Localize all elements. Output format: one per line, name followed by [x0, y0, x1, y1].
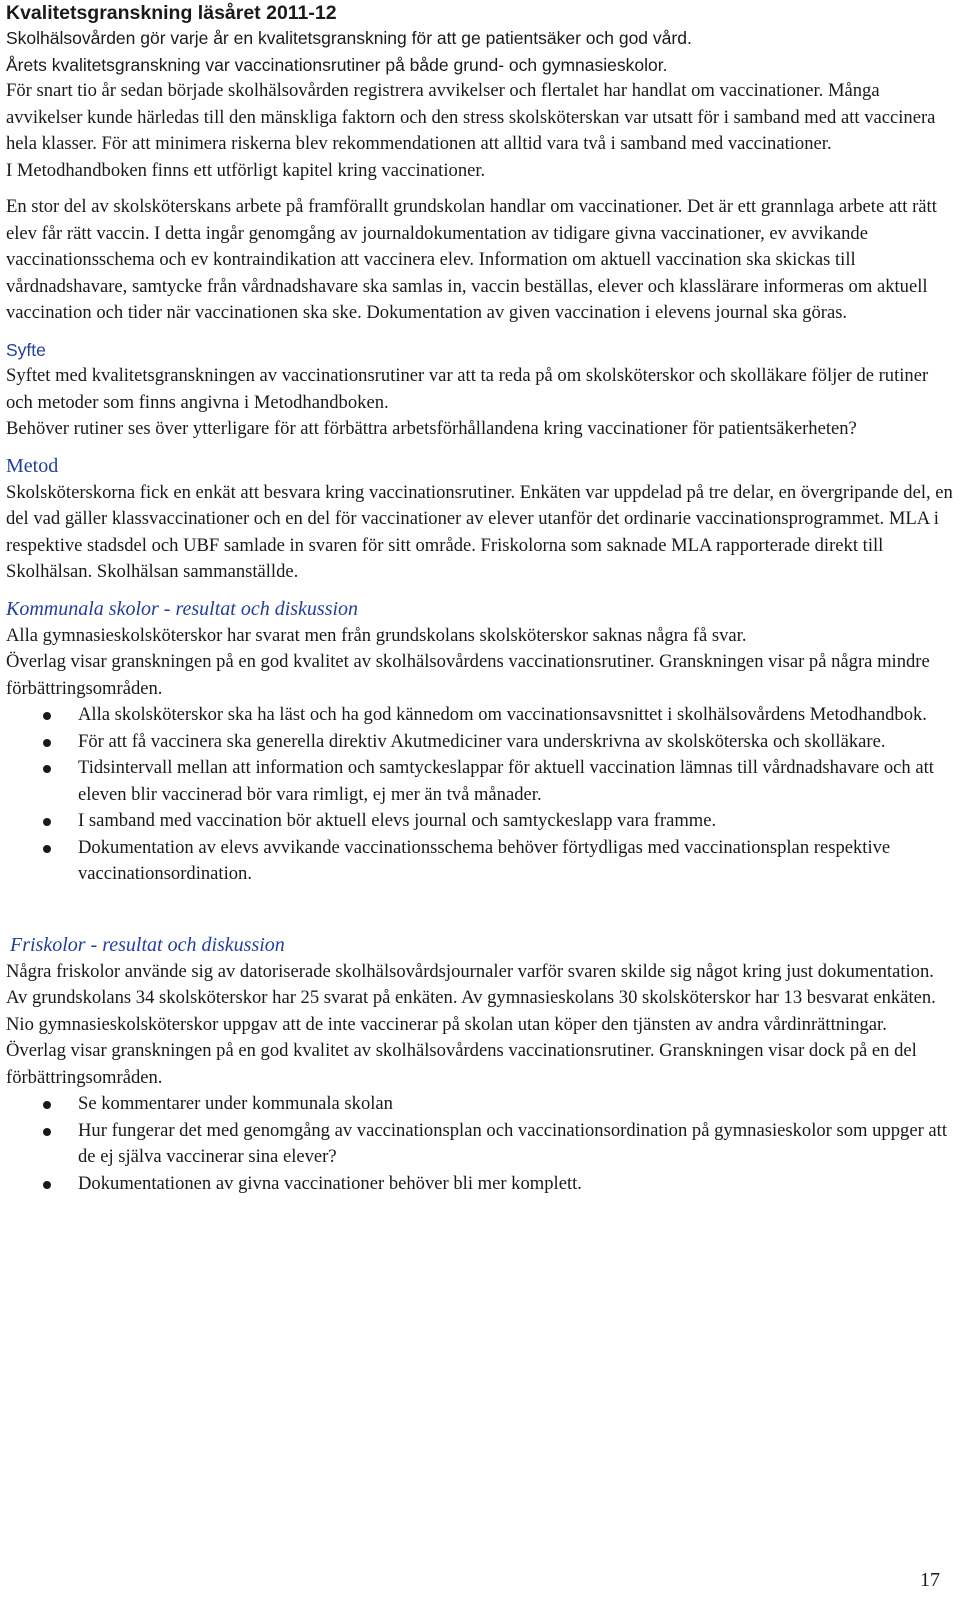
- metod-paragraph-1: Skolsköterskorna fick en enkät att besvara kring vaccinationsrutiner. Enkäten var uppdelad på tre delar, en övergripande del, en del vad gäller klassvaccinationer och en del för vaccinationer av elever utanför det ordinarie vaccinationsprogrammet. MLA i respektive stadsdel och UBF samlade in svaren för sitt område. Friskolorna som saknade MLA rapporterade direkt till Skolhälsan. Skolhälsan sammanställde.: [6, 481, 953, 582]
- section-heading-metod: Metod: [6, 454, 59, 477]
- page-title: Kvalitetsgranskning läsåret 2011-12: [6, 2, 337, 24]
- intro-sentence-1: Skolhälsovården gör varje år en kvalitetsgranskning för att ge patientsäker och god vård.: [6, 28, 692, 48]
- intro-paragraph-3: En stor del av skolsköterskans arbete på framförallt grundskolan handlar om vaccinationer. Det är ett grannlaga arbete att rätt elev får rätt vaccin. I detta ingår genomgång av journaldokumentation av tidigare givna vaccinationer, ev avvikande vaccinationsschema och ev kontraindikation att vaccinera elev. Information om aktuell vaccination ska skickas till vårdnadshavare, samtycke från vårdnadshavare ska samlas in, vaccin beställas, elever och klasslärare informeras om aktuell vaccination och tider när vaccinationen ska ske. Dokumentation av given vaccination i elevens journal ska göras.: [6, 196, 937, 323]
- kommunala-paragraph-2: Överlag visar granskningen på en god kvalitet av skolhälsovårdens vaccinationsrutiner. Granskningen visar på några mindre förbättringsområden.: [6, 651, 930, 699]
- list-item: Dokumentation av elevs avvikande vaccinationsschema behöver förtydligas med vaccinationsplan respektive vaccinationsordination.: [6, 835, 954, 888]
- kommunala-paragraph-1: Alla gymnasieskolsköterskor har svarat men från grundskolans skolsköterskor saknas några få svar.: [6, 624, 747, 646]
- friskolor-paragraph-2: Överlag visar granskningen på en god kvalitet av skolhälsovårdens vaccinationsrutiner. Granskningen visar dock på en del förbättringsområden.: [6, 1040, 917, 1088]
- list-item: Alla skolsköterskor ska ha läst och ha god kännedom om vaccinationsavsnittet i skolhälsovårdens Metodhandbok.: [6, 702, 954, 729]
- section-heading-friskolor: Friskolor - resultat och diskussion: [10, 933, 285, 956]
- list-item: Se kommentarer under kommunala skolan: [6, 1091, 954, 1118]
- document-page: [6, 0, 954, 1197]
- kommunala-bullet-list: [6, 702, 954, 888]
- page-number: 17: [920, 1569, 940, 1591]
- list-item: I samband med vaccination bör aktuell elevs journal och samtyckeslapp vara framme.: [6, 808, 954, 835]
- intro-paragraph-2: I Metodhandboken finns ett utförligt kapitel kring vaccinationer.: [6, 159, 486, 181]
- friskolor-bullet-list: [6, 1091, 954, 1197]
- list-item: Hur fungerar det med genomgång av vaccinationsplan och vaccinationsordination på gymnasieskolor som uppger att de ej själva vaccinerar sina elever?: [6, 1118, 954, 1171]
- list-item: För att få vaccinera ska generella direktiv Akutmediciner vara underskrivna av skolsköterska och skolläkare.: [6, 729, 954, 756]
- section-heading-syfte: Syfte: [6, 339, 46, 360]
- intro-sentence-2: Årets kvalitetsgranskning var vaccinationsrutiner på både grund- och gymnasieskolor.: [6, 54, 668, 75]
- list-item: Tidsintervall mellan att information och samtyckeslappar för aktuell vaccination lämnas till vårdnadshavare och att eleven blir vaccinerad bör vara rimligt, ej mer än två månader.: [6, 755, 954, 808]
- list-item: Dokumentationen av givna vaccinationer behöver bli mer komplett.: [6, 1171, 954, 1198]
- intro-paragraph-1: För snart tio år sedan började skolhälsovården registrera avvikelser och flertalet har handlat om vaccinationer. Många avvikelser kunde härledas till den mänskliga faktorn och den stress skolsköterskan var utsatt för i samband med att vaccinera hela klasser. För att minimera riskerna blev rekommendationen att alltid vara två i samband med vaccinationer.: [6, 80, 936, 154]
- syfte-paragraph-2: Behöver rutiner ses över ytterligare för att förbättra arbetsförhållandena kring vaccinationer för patientsäkerheten?: [6, 418, 857, 439]
- syfte-paragraph-1: Syftet med kvalitetsgranskningen av vaccinationsrutiner var att ta reda på om skolsköterskor och skolläkare följer de rutiner och metoder som finns angivna i Metodhandboken.: [6, 365, 929, 413]
- section-heading-kommunala: Kommunala skolor - resultat och diskussion: [6, 597, 359, 620]
- friskolor-paragraph-1: Några friskolor använde sig av datoriserade skolhälsovårdsjournaler varför svaren skilde sig något kring just dokumentation. Av grundskolans 34 skolsköterskor har 25 svarat på enkäten. Av gymnasieskolans 30 skolsköterskor har 13 besvarat enkäten. Nio gymnasieskolsköterskor uppgav att de inte vaccinerar på skolan utan köper den tjänsten av andra vårdinrättningar.: [6, 960, 936, 1035]
